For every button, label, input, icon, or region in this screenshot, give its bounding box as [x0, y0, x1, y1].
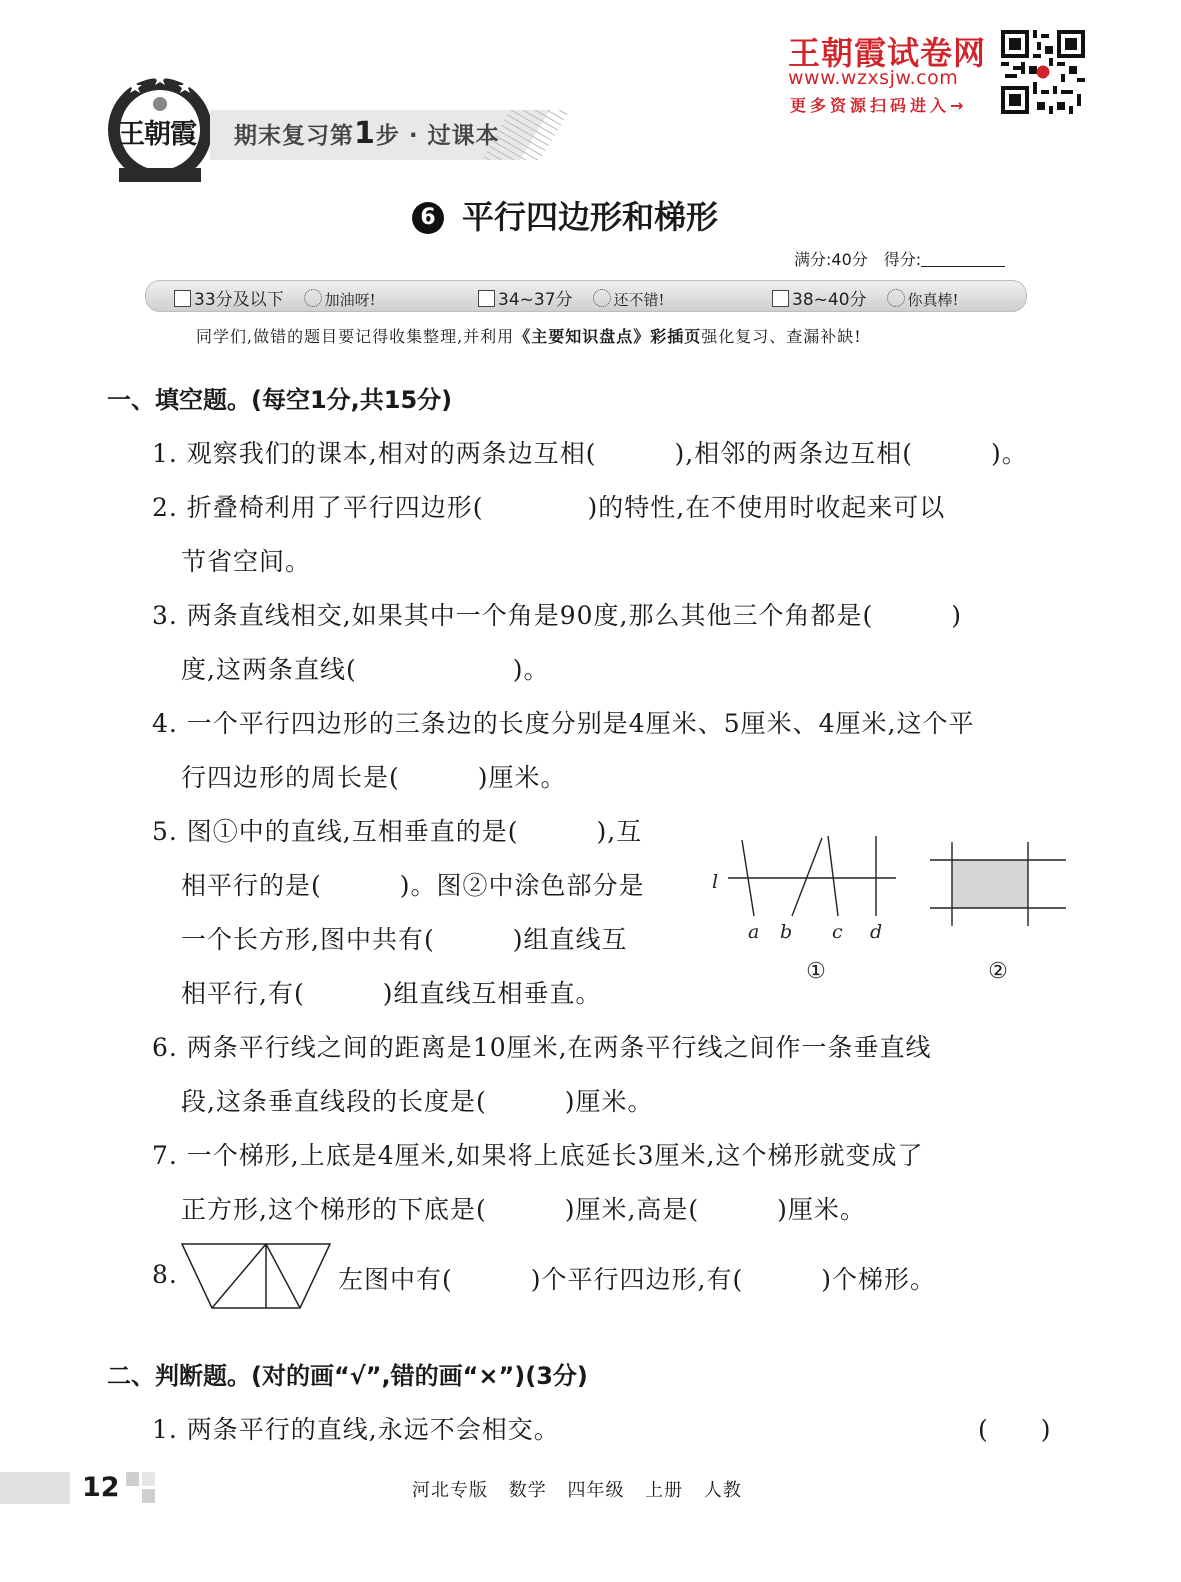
- grade-checkbox[interactable]: [478, 290, 495, 307]
- footer-decoration: [126, 1472, 156, 1504]
- line-figures: [710, 830, 1080, 990]
- question-line: 相平行的是( )。图②中涂色部分是: [181, 871, 645, 900]
- page-number: 12: [82, 1472, 120, 1503]
- brand-name: 王朝霞试卷网: [788, 34, 987, 72]
- score-area: 满分:40分 得分:: [794, 247, 1005, 270]
- question-line: 4. 一个平行四边形的三条边的长度分别是4厘米、5厘米、4厘米,这个平: [152, 709, 975, 738]
- question-line: 正方形,这个梯形的下底是( )厘米,高是( )厘米。: [181, 1195, 866, 1224]
- shaded-rectangle: [952, 860, 1028, 908]
- line-c: [828, 836, 838, 916]
- question-line: 5. 图①中的直线,互相垂直的是( ),互: [152, 817, 643, 846]
- label-a: a: [748, 921, 760, 943]
- figure-1: [728, 836, 896, 916]
- brand-badge-text: 王朝霞: [118, 119, 196, 150]
- study-note: 同学们,做错的题目要记得收集整理,并利用《主要知识盘点》彩插页强化复习、查漏补缺!: [196, 327, 862, 346]
- question-line: 段,这条垂直线段的长度是( )厘米。: [181, 1087, 654, 1116]
- question-line: 7. 一个梯形,上底是4厘米,如果将上底延长3厘米,这个梯形就变成了: [152, 1141, 924, 1170]
- figure-1-caption: ①: [806, 959, 826, 984]
- question-line: 相平行,有( )组直线互相垂直。: [181, 979, 602, 1008]
- question-line: 6. 两条平行线之间的距离是10厘米,在两条平行线之间作一条垂直线: [152, 1033, 932, 1062]
- question-line: 一个长方形,图中共有( )组直线互: [181, 925, 628, 954]
- section-1-title: 一、填空题。(每空1分,共15分): [107, 386, 453, 414]
- question-line: 行四边形的周长是( )厘米。: [181, 763, 567, 792]
- score-blank[interactable]: [921, 252, 1005, 267]
- grade-item: 34~37分 还不错!: [478, 285, 665, 310]
- grade-checkbox[interactable]: [174, 290, 191, 307]
- label-d: d: [870, 921, 883, 943]
- question-line: 1. 观察我们的课本,相对的两条边互相( ),相邻的两条边互相( )。: [152, 439, 1028, 468]
- question-line: 1. 两条平行的直线,永远不会相交。: [152, 1415, 560, 1444]
- line-b: [792, 838, 822, 916]
- smile-icon: [887, 289, 905, 307]
- question-line: 8.: [152, 1260, 178, 1289]
- label-c: c: [832, 921, 843, 943]
- page-title: 6 平行四边形和梯形: [412, 192, 718, 238]
- question-line: 度,这两条直线( )。: [181, 655, 550, 684]
- question-line: 3. 两条直线相交,如果其中一个角是90度,那么其他三个角都是( ): [152, 601, 963, 630]
- brand-site: www.wzxsjw.com: [788, 67, 959, 89]
- label-b: b: [780, 921, 793, 943]
- trapezoid-figure: [180, 1242, 332, 1310]
- footer-info: 河北专版 数学 四年级 上册 人教: [412, 1480, 742, 1501]
- grade-item: 33分及以下 加油呀!: [174, 285, 376, 310]
- footer-bar: [0, 1472, 70, 1504]
- question-line: 节省空间。: [181, 547, 312, 576]
- question-line: 2. 折叠椅利用了平行四边形( )的特性,在不使用时收起来可以: [152, 493, 946, 522]
- figure-2: [930, 842, 1066, 926]
- grade-checkbox[interactable]: [772, 290, 789, 307]
- figure-2-caption: ②: [988, 959, 1008, 984]
- grade-item: 38~40分 你真棒!: [772, 285, 959, 310]
- scan-more-text: 更多资源扫码进入→: [790, 96, 968, 115]
- step-title: 期末复习第1步 · 过课本: [234, 116, 500, 151]
- label-l: l: [712, 871, 719, 893]
- answer-box[interactable]: ( ): [978, 1415, 1052, 1444]
- section-2-title: 二、判断题。(对的画“√”,错的画“×”)(3分): [107, 1362, 588, 1390]
- question-line: 左图中有( )个平行四边形,有( )个梯形。: [338, 1265, 936, 1294]
- smile-icon: [304, 289, 322, 307]
- qr-code-icon: [1001, 30, 1085, 114]
- smile-icon: [593, 289, 611, 307]
- grade-bar: [145, 280, 1027, 312]
- unit-number: 6: [412, 202, 444, 234]
